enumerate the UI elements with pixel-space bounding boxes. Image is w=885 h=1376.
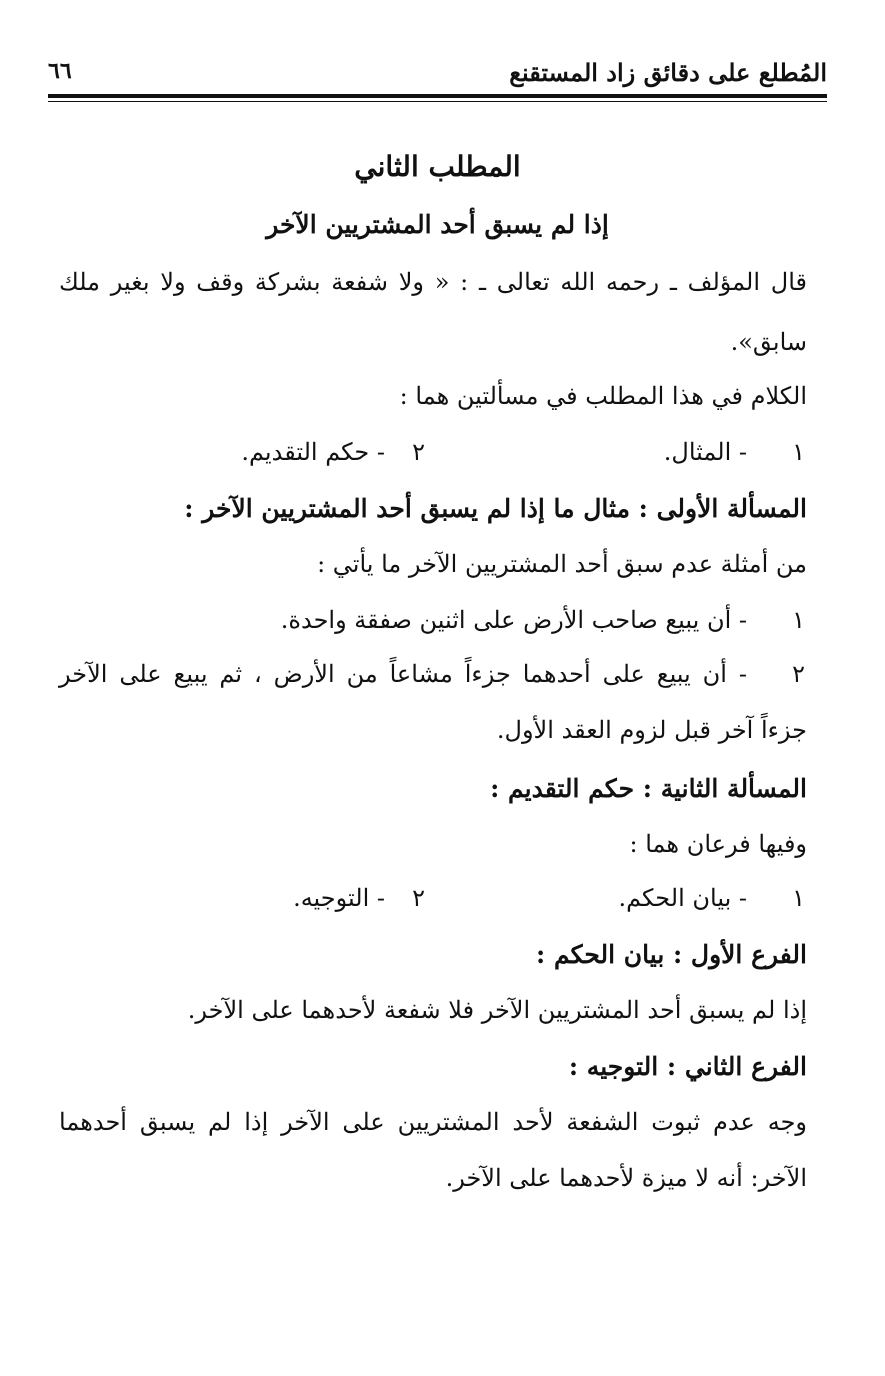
section-subtitle: إذا لم يسبق أحد المشتريين الآخر — [266, 210, 609, 239]
topic-number-2: ٢ — [412, 438, 425, 466]
issue-1-intro: من أمثلة عدم سبق أحد المشتريين الآخر ما يأتي : — [317, 550, 807, 578]
branch-number-2: ٢ — [412, 884, 425, 912]
topic-item-1: - المثال. — [663, 438, 747, 466]
page-number: ٦٦ — [48, 58, 72, 84]
topic-number-1: ١ — [792, 438, 805, 466]
branch-item-2: - التوجيه. — [293, 884, 385, 912]
branch-2-heading: الفرع الثاني : التوجيه : — [568, 1052, 807, 1081]
branch-1-text: إذا لم يسبق أحد المشتريين الآخر فلا شفعة لأحدهما على الآخر. — [187, 996, 807, 1024]
example-number-2: ٢ — [792, 660, 805, 688]
example-1: - أن يبيع صاحب الأرض على اثنين صفقة واحدة. — [280, 606, 747, 634]
example-2-line-1: - أن يبيع على أحدهما جزءاً مشاعاً من الأرض ، ثم يبيع على الآخر — [59, 660, 747, 688]
example-2-line-2: جزءاً آخر قبل لزوم العقد الأول. — [496, 716, 807, 744]
issue-1-heading: المسألة الأولى : مثال ما إذا لم يسبق أحد المشتريين الآخر : — [184, 494, 807, 523]
branch-number-1: ١ — [792, 884, 805, 912]
branch-1-heading: الفرع الأول : بيان الحكم : — [536, 940, 807, 969]
issue-2-heading: المسألة الثانية : حكم التقديم : — [490, 774, 807, 803]
page-header — [48, 52, 827, 98]
running-title: المُطلع على دقائق زاد المستقنع — [509, 58, 827, 87]
branch-2-line-1: وجه عدم ثبوت الشفعة لأحد المشتريين على الآخر إذا لم يسبق أحدهما — [59, 1108, 807, 1136]
quote-line-2: سابق». — [730, 328, 807, 356]
section-title: المطلب الثاني — [354, 150, 521, 183]
intro-text: الكلام في هذا المطلب في مسألتين هما : — [399, 382, 807, 410]
issue-2-intro: وفيها فرعان هما : — [629, 830, 807, 858]
quote-line-1: قال المؤلف ـ رحمه الله تعالى ـ : « ولا شفعة بشركة وقف ولا بغير ملك — [59, 268, 807, 296]
branch-2-line-2: الآخر: أنه لا ميزة لأحدهما على الآخر. — [445, 1164, 807, 1192]
example-number-1: ١ — [792, 606, 805, 634]
branch-item-1: - بيان الحكم. — [618, 884, 747, 912]
topic-item-2: - حكم التقديم. — [241, 438, 385, 466]
